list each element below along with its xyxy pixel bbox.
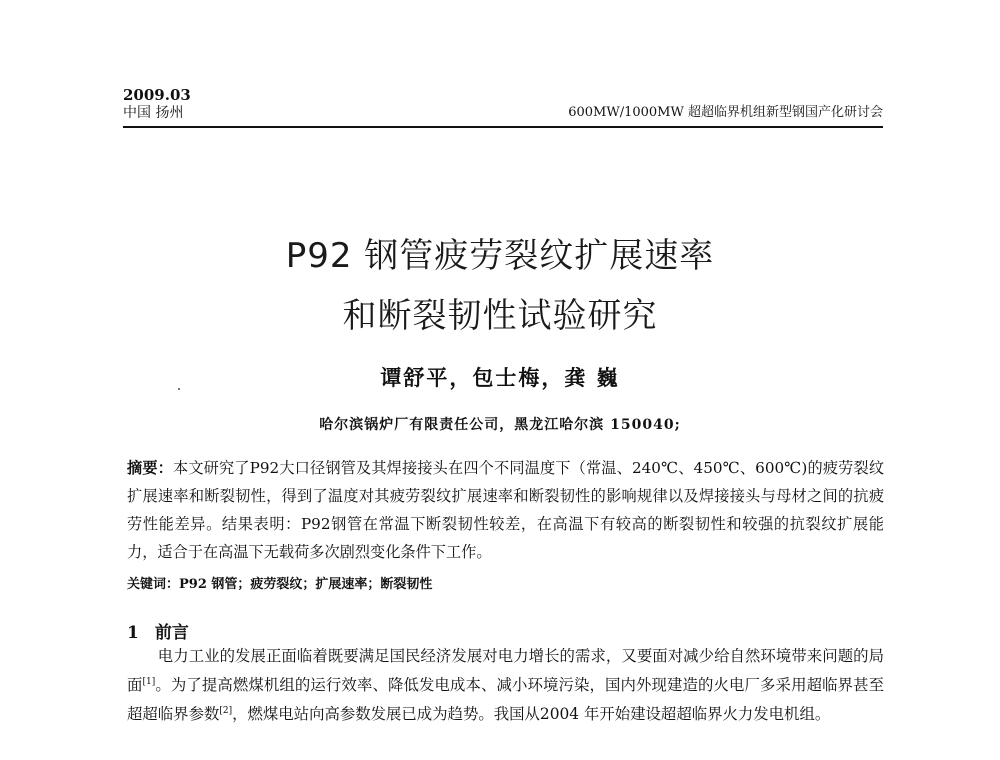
header-row [123, 104, 883, 122]
section-heading [127, 618, 205, 643]
para-seg-1: 电力工业的发展正面临着既要满足国民经济发展对电力增长的需求，又要面对减少给自然环境带来问题的局面 [127, 647, 884, 694]
title-line-1: P92 钢管疲劳裂纹扩展速率 [285, 236, 715, 276]
keywords-text: P92 钢管；疲劳裂纹；扩展速率；断裂韧性 [179, 577, 433, 592]
keywords [127, 573, 432, 592]
abstract-label: 摘要： [127, 459, 173, 477]
section-title: 前言 [154, 623, 189, 643]
authors: 谭舒平，包士梅，龚 巍 [380, 365, 620, 390]
header-place: 中国 扬州 [123, 105, 184, 121]
ref-2: [2] [219, 705, 233, 716]
header-conference: 600MW/1000MW 超超临界机组新型钢国产化研讨会 [568, 105, 883, 120]
keywords-label: 关键词： [127, 577, 180, 592]
ref-1: [1] [142, 676, 156, 687]
abstract [127, 454, 884, 566]
section-number: 1 [127, 623, 139, 643]
para-seg-2: 。为了提高燃煤机组的运行效率、降低发电成本、减小环境污染，国内外现建造的火电厂多采用超临界甚至超超临界参数 [127, 676, 884, 723]
para-seg-3: ，燃煤电站向高参数发展已成为趋势。我国从2004 年开始建设超超临界火力发电机组。 [232, 705, 831, 723]
title-line-2: 和断裂韧性试验研究 [342, 296, 658, 336]
header-rule [123, 126, 883, 128]
header-date: 2009.03 [123, 86, 191, 104]
affiliation: 哈尔滨锅炉厂有限责任公司，黑龙江哈尔滨 150040; [319, 417, 681, 433]
body-text [127, 642, 884, 729]
abstract-text: 本文研究了P92大口径钢管及其焊接接头在四个不同温度下（常温、240℃、450℃、600℃)的疲劳裂纹扩展速率和断裂韧性，得到了温度对其疲劳裂纹扩展速率和断裂韧性的影响规律以及焊接接头与母材之间的抗疲劳性能差异。结果表明：P92钢管在常温下断裂韧性较差，在高温下有较高的断裂韧性和较强的抗裂纹扩展能力，适合于在高温下无载荷多次剧烈变化条件下工作。 [127, 459, 885, 561]
paragraph-1 [127, 642, 884, 729]
page-header [123, 86, 883, 122]
